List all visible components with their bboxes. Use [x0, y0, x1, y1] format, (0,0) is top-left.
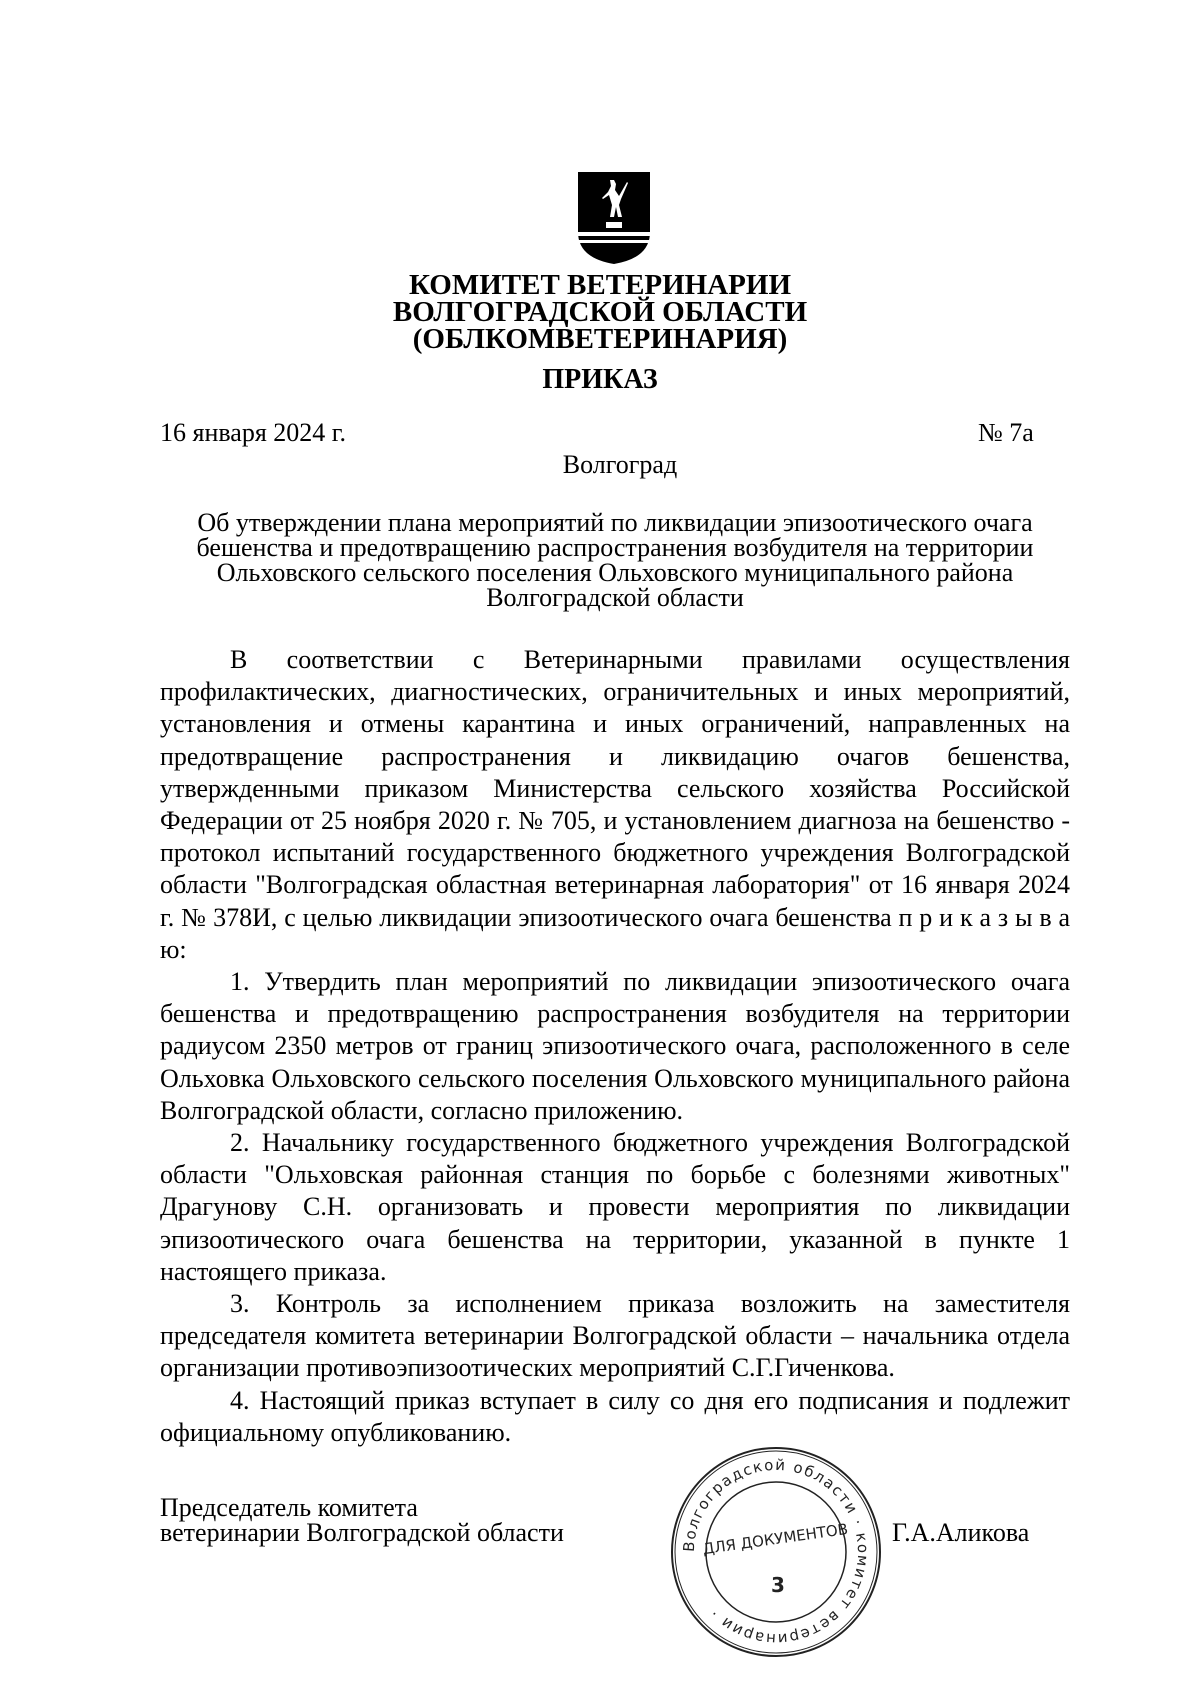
order-item-4: 4. Настоящий приказ вступает в силу со дня его подписания и подлежит официальному опубликованию. — [160, 1385, 1070, 1447]
document-subject — [160, 510, 1070, 610]
stamp-center-text: ДЛЯ ДОКУМЕНТОВ — [701, 1519, 850, 1559]
document-type: ПРИКАЗ — [542, 364, 658, 395]
subject-line-2: бешенства и предотвращению распространения возбудителя на территории — [196, 533, 1034, 562]
org-line-3: (ОБЛКОМВЕТЕРИНАРИЯ) — [412, 323, 788, 355]
organization-name — [0, 269, 1200, 355]
coat-of-arms-icon — [576, 170, 652, 266]
stamp-number: 3 — [771, 1573, 785, 1597]
signer-title — [160, 1495, 564, 1545]
subject-line-1: Об утверждении плана мероприятий по ликвидации эпизоотического очага — [197, 508, 1033, 537]
signer-title-line-1: Председатель комитета — [160, 1493, 418, 1522]
document-body — [160, 644, 1070, 1449]
signer-title-line-2: ветеринарии Волгоградской области — [160, 1518, 564, 1547]
document-number: № 7а — [978, 418, 1034, 447]
stamp-ring-text: Волгоградской области · комитет ветеринарии · — [679, 1455, 873, 1649]
document-date: 16 января 2024 г. — [160, 418, 347, 447]
order-item-1: 1. Утвердить план мероприятий по ликвидации эпизоотического очага бешенства и предотвращению распространения возбудителя на территории радиусом 2350 метров от границ эпизоотического очага, расположенного в селе Ольховка Ольховского сельского поселения Ольховского муниципального района Волгоградской области, согласно приложению. — [160, 967, 1070, 1125]
org-line-1: КОМИТЕТ ВЕТЕРИНАРИИ — [408, 269, 792, 301]
document-city: Волгоград — [562, 450, 678, 479]
subject-line-3: Ольховского сельского поселения Ольховского муниципального района — [216, 558, 1014, 587]
preamble-paragraph: В соответствии с Ветеринарными правилами осуществления профилактических, диагностических, ограничительных и иных мероприятий, установления и отмены карантина и иных ограничений, направленных на предотвращение распространения и ликвидацию очагов бешенства, утвержденными приказом Министерства сельского хозяйства Российской Федерации от 25 ноября 2020 г. № 705, и установлением диагноза на бешенство - протокол испытаний государственного бюджетного учреждения Волгоградской области "Волгоградская областная ветеринарная лаборатория" от 16 января 2024 г. № 378И, с целью ликвидации эпизоотического очага бешенства п р и к а з ы в а ю: — [160, 645, 1070, 964]
signer-name: Г.А.Аликова — [892, 1518, 1030, 1547]
order-item-2: 2. Начальнику государственного бюджетного учреждения Волгоградской области "Ольховская районная станция по борьбе с болезнями животных" Драгунову С.Н. организовать и провести мероприятия по ликвидации эпизоотического очага бешенства на территории, указанной в пункте 1 настоящего приказа. — [160, 1128, 1070, 1286]
order-item-3: 3. Контроль за исполнением приказа возложить на заместителя председателя комитета ветеринарии Волгоградской области – начальника отдела организации противоэпизоотических мероприятий С.Г.Гиченкова. — [160, 1289, 1070, 1383]
subject-line-4: Волгоградской области — [486, 583, 744, 612]
org-line-2: ВОЛГОГРАДСКОЙ ОБЛАСТИ — [392, 296, 808, 328]
seal-stamp-icon — [668, 1444, 884, 1660]
